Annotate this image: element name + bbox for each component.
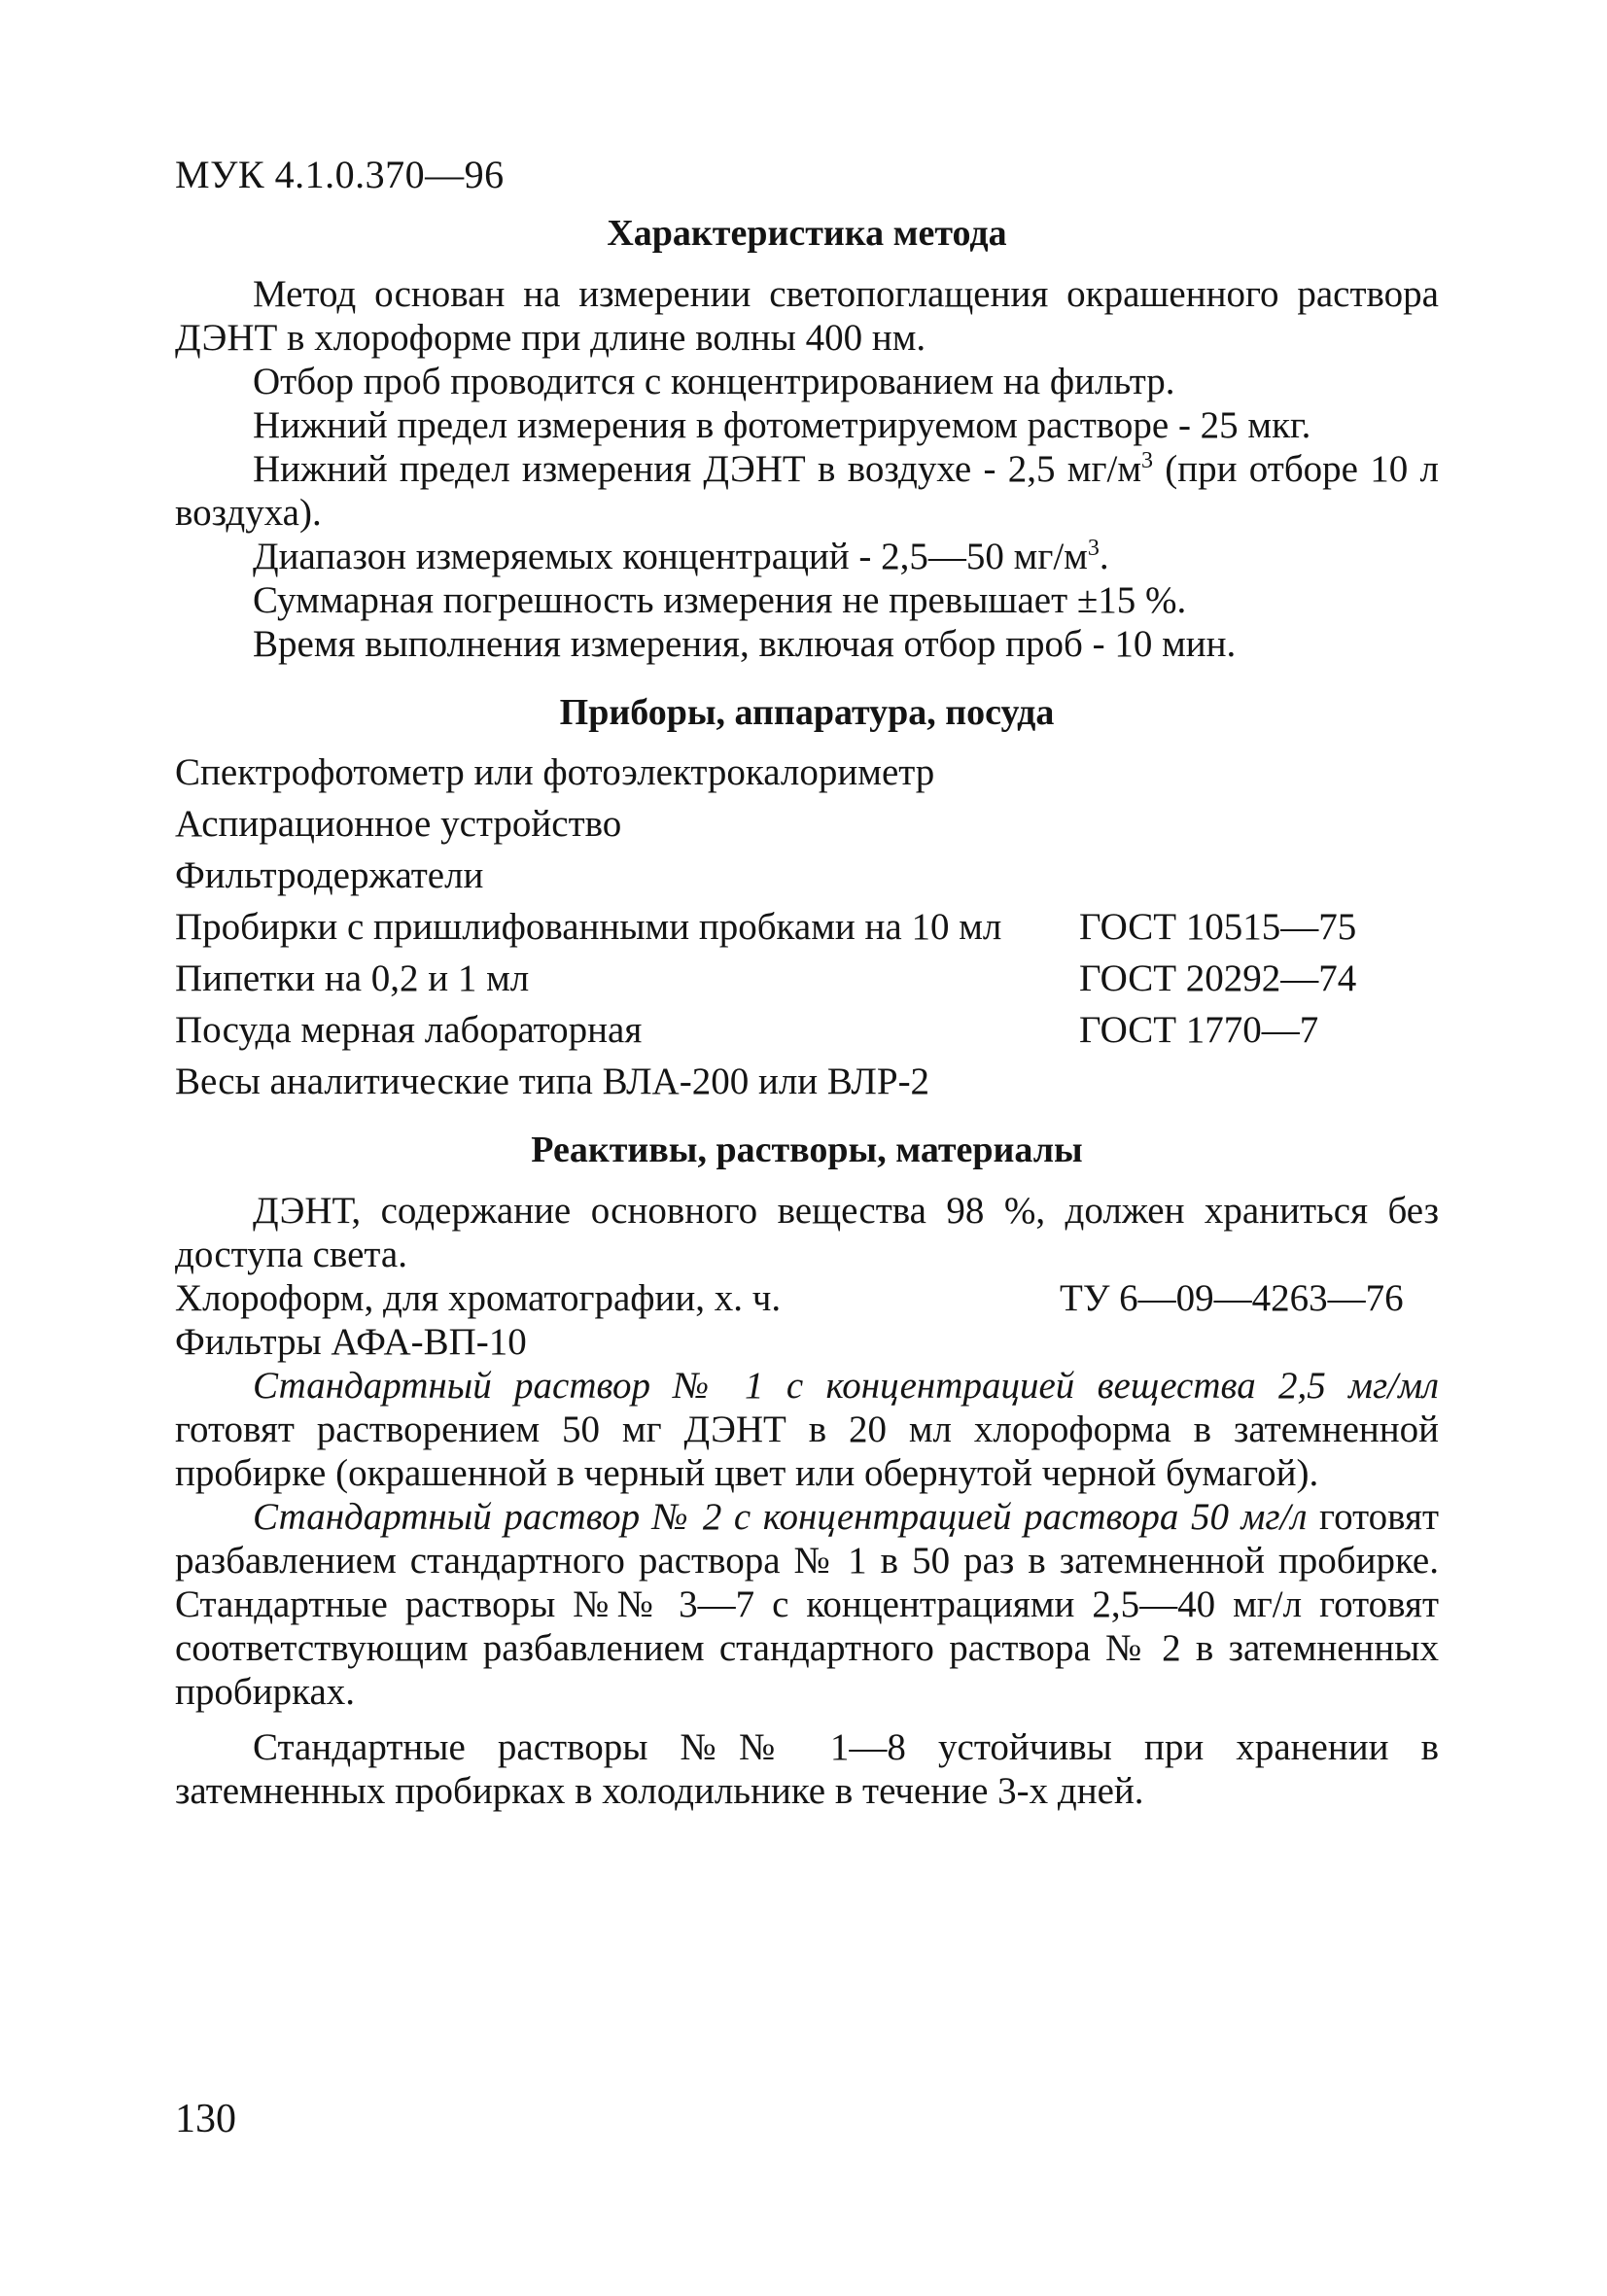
method-principle: Метод основан на измерении светопоглащения окрашенного раствора ДЭНТ в хлороформе при длине волны 400 нм. — [175, 273, 1439, 359]
solution-lower-limit: Нижний предел измерения в фотометрируемом растворе - 25 мкг. — [253, 404, 1311, 446]
air-lower-limit-tail: (при отборе 10 л воздуха). — [175, 448, 1440, 534]
equipment-item-standard: ГОСТ 20292—74 — [1079, 957, 1357, 999]
air-lower-limit-exponent: 3 — [1141, 448, 1154, 473]
equipment-item — [175, 906, 1439, 949]
equipment-item-standard: ГОСТ 10515—75 — [1079, 906, 1357, 948]
page-number: 130 — [175, 2097, 236, 2141]
standard-solution-1-text: готовят растворением 50 мг ДЭНТ в 20 мл хлороформа в затемненной пробирке (окрашенной в черный цвет или обернутой черной бумагой). — [175, 1409, 1439, 1494]
standard-solution-1 — [175, 1364, 1439, 1495]
standard-solution-2-text: готовят разбавлением стандартного раствора № 1 в 50 раз в затемненной пробирке. Стандартные растворы №№ 3—7 с концентрациями 2,5—40 мг/л готовят соответствующим разбавлением стандартного раствора № 2 в затемненных пробирках. — [175, 1496, 1439, 1713]
equipment-item-name: Фильтродержатели — [175, 854, 484, 896]
equipment-item — [175, 1061, 1439, 1103]
equipment-item-name: Пипетки на 0,2 и 1 мл — [175, 957, 530, 999]
method-section — [175, 212, 1439, 666]
chloroform-standard: ТУ 6—09—4263—76 — [1060, 1277, 1404, 1319]
stability-note: Стандартные растворы №№ 1—8 устойчивы при хранении в затемненных пробирках в холодильнике в течение 3-х дней. — [175, 1726, 1439, 1812]
measurement-range-tail: . — [1099, 536, 1109, 577]
reagents-heading: Реактивы, растворы, материалы — [531, 1130, 1083, 1170]
equipment-item — [175, 854, 1439, 897]
document-page — [175, 154, 1439, 1813]
measurement-time: Время выполнения измерения, включая отбор проб - 10 мин. — [253, 623, 1237, 665]
equipment-item-name: Аспирационное устройство — [175, 803, 622, 845]
standard-solution-2 — [175, 1495, 1439, 1714]
equipment-item — [175, 751, 1439, 794]
equipment-heading: Приборы, аппаратура, посуда — [559, 692, 1055, 733]
measurement-range — [175, 535, 1439, 578]
dent-reagent: ДЭНТ, содержание основного вещества 98 %, должен храниться без доступа света. — [175, 1190, 1439, 1275]
equipment-section — [175, 691, 1439, 1103]
equipment-item-standard: ГОСТ 1770—7 — [1079, 1009, 1319, 1051]
equipment-item-name: Весы аналитические типа ВЛА-200 или ВЛР-2 — [175, 1061, 930, 1102]
sampling-note: Отбор проб проводится с концентрированием на фильтр. — [253, 361, 1175, 402]
document-code: МУК 4.1.0.370—96 — [175, 153, 505, 196]
air-lower-limit-text: Нижний предел измерения ДЭНТ в воздухе - 2,5 мг/м — [253, 448, 1142, 490]
equipment-item — [175, 1009, 1439, 1052]
equipment-item — [175, 803, 1439, 846]
equipment-item-name: Пробирки с пришлифованными пробками на 10 мл — [175, 906, 1002, 948]
chloroform-reagent — [175, 1276, 1439, 1320]
standard-solution-2-label: Стандартный раствор № 2 с концентрацией раствора 50 мг/л — [253, 1496, 1308, 1538]
reagents-section — [175, 1129, 1439, 1813]
method-heading: Характеристика метода — [607, 213, 1007, 254]
filters-material: Фильтры АФА-ВП-10 — [175, 1321, 527, 1363]
chloroform-name: Хлороформ, для хроматографии, х. ч. — [175, 1277, 782, 1319]
equipment-item-name: Спектрофотометр или фотоэлектрокалориметр — [175, 751, 935, 793]
total-error: Суммарная погрешность измерения не превышает ±15 %. — [253, 579, 1187, 621]
air-lower-limit — [175, 447, 1439, 535]
measurement-range-exponent: 3 — [1087, 536, 1100, 561]
equipment-item — [175, 957, 1439, 1000]
measurement-range-text: Диапазон измеряемых концентраций - 2,5—50 мг/м — [253, 536, 1088, 577]
standard-solution-1-label: Стандартный раствор № 1 с концентрацией вещества 2,5 мг/мл — [253, 1365, 1439, 1407]
equipment-item-name: Посуда мерная лабораторная — [175, 1009, 643, 1051]
